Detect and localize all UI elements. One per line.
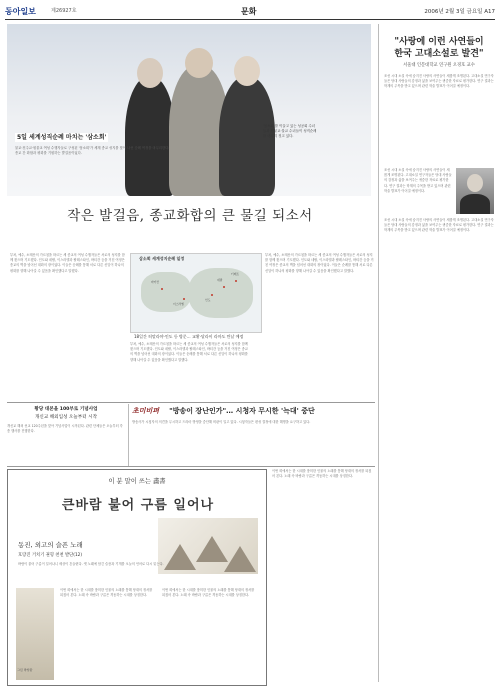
masthead — [5, 6, 495, 18]
right-title-line1: "사랑에 이런 사연들이 — [394, 37, 484, 47]
section-title: 문화 — [241, 7, 257, 16]
map-marker — [161, 288, 163, 290]
feature-body-col2: 이번 회에서는 한 시대를 풍미한 인물의 노래를 통해 당대의 정서를 되짚어 본다. 노래 속 바람과 구름은 격동하는 시대를 상징한다. — [162, 588, 255, 598]
masthead-rule — [5, 19, 495, 20]
section-rule — [7, 466, 375, 467]
right-column-subtitle: 서울대 인문대학교 연구원 오경호 교수 — [403, 63, 475, 68]
column-brand: 초미비펴 — [132, 406, 160, 415]
feature-tag: 이 분 말이 쓰는 畵書 — [108, 478, 166, 485]
mid-left-body: 개신교 해외 선교 120주년을 맞아 기념사업이 시작된다. 관련 단체들은 오늘부터 각종 행사를 진행한다. — [7, 424, 123, 434]
issue-number: 제26927호 — [51, 8, 77, 14]
person-figure-left — [125, 76, 175, 196]
feature-image-caption: 그림 박상환 — [17, 668, 33, 672]
top-story-photo — [7, 24, 371, 196]
feature-continued-col: 이번 회에서는 한 시대를 풍미한 인물의 노래를 통해 당대의 정서를 되짚어 본다. 노래 속 바람과 구름은 격동하는 시대를 상징한다. — [272, 469, 372, 479]
story-kicker: 5일 세계성직순례 마치는 '삼소회' — [17, 134, 107, 141]
newspaper-logo: 동아일보 — [5, 7, 36, 16]
mid-left-headline: 황당 대본을 100부로 기념사업 — [34, 407, 98, 412]
column-divider — [378, 24, 379, 682]
feature-calligraphy: 큰바람 불어 구름 일어나 — [61, 498, 215, 513]
story-body-col3: 부처, 예수, 소태산의 가르침을 따르는 세 종교의 여성 수행자들은 서로의 성지를 함께 찾으며 기도했다. 인도와 네팔, 이스라엘과 팔레스타인, 바티칸 등을 거친 여정은 종교의 벽을 넘어선 대화의 장이었다. 이들은 순례를 통해 서로 다른 신앙이 하나의 평화를 향해 나아갈 수 있음을 확인했다고 말했다. — [265, 253, 374, 273]
map-marker — [235, 280, 237, 282]
map-title: 삼소회 세계성지순례 일정 — [139, 256, 185, 261]
feature-illustration — [16, 588, 54, 680]
right-column-body3: 조선 시대 소설 속에 숨겨진 사랑의 사연들이 새롭게 조명된다. 고대소설 연구자들은 당대 사람들의 감정과 삶을 보여주는 귀중한 자료로 평가한다. 연구 결과는 학계의 주목을 받고 있으며 관련 학술 발표가 이어질 예정이다. — [384, 218, 494, 233]
map-marker — [183, 298, 185, 300]
pilgrimage-map — [130, 253, 262, 333]
map-caption: 18일간 히말라야·인도 등 방문… 교황·달라이 라마도 만날 예정 — [134, 334, 244, 339]
feature-series-line: 호랑진 거치기 권형 천천 발단(12) — [18, 553, 83, 558]
story-lead: 불교·천주교·원불교 여성 수행자들로 구성된 '삼소회'가 세계 종교 성지를 찾아 나선 순례 여정을 마무리한다. 종교 간 화합과 평화를 기원하는 발걸음이었다. — [15, 146, 170, 155]
map-landmass-west — [141, 272, 191, 312]
map-marker — [211, 294, 213, 296]
story-body-col1: 부처, 예수, 소태산의 가르침을 따르는 세 종교의 여성 수행자들은 서로의 성지를 함께 찾으며 기도했다. 인도와 네팔, 이스라엘과 팔레스타인, 바티칸 등을 거친 여정은 종교의 벽을 넘어선 대화의 장이었다. 이들은 순례를 통해 서로 다른 신앙이 하나의 평화를 향해 나아갈 수 있음을 확인했다고 말했다. — [10, 253, 125, 273]
feature-subtitle: 동진, 외고의 슬픈 노래 — [18, 541, 83, 549]
person-face-left — [137, 58, 163, 88]
story-body-col2: 부처, 예수, 소태산의 가르침을 따르는 세 종교의 여성 수행자들은 서로의 성지를 함께 찾으며 기도했다. 인도와 네팔, 이스라엘과 팔레스타인, 바티칸 등을 거친 여정은 종교의 벽을 넘어선 대화의 장이었다. 이들은 순례를 통해 서로 다른 신앙이 하나의 평화를 향해 나아갈 수 있음을 확인했다고 말했다. — [130, 342, 248, 362]
mid-divider — [128, 404, 129, 466]
mid-right-article — [132, 406, 376, 468]
mid-right-body: 방송사가 시청자의 의견을 무시하고 드라마 방영을 중단해 비판이 일고 있다. 시청자들은 편성 결정에 대한 해명을 요구하고 있다. — [132, 420, 311, 424]
right-column-body2: 조선 시대 소설 속에 숨겨진 사랑의 사연들이 새롭게 조명된다. 고대소설 연구자들은 당대 사람들의 감정과 삶을 보여주는 귀중한 자료로 평가한다. 연구 결과는 학계의 주목을 받고 있으며 관련 학술 발표가 이어질 예정이다. — [384, 168, 452, 193]
section-rule — [7, 402, 375, 403]
mid-left-article — [7, 406, 125, 464]
feature-box — [7, 469, 267, 686]
right-column-title — [384, 36, 494, 60]
map-landmass-east — [189, 268, 253, 318]
map-label: 바티칸 — [151, 280, 160, 284]
right-title-line2: 한국 고대소설로 발견" — [394, 49, 484, 59]
map-label: 이스라엘 — [173, 302, 184, 306]
map-label: 티베트 — [231, 272, 240, 276]
feature-intro: 바람이 불어 구름이 일어나니 세상이 흔들린다. 옛 노래에 담긴 슬픔과 기개를 오늘의 언어로 다시 읽는다. — [18, 562, 164, 566]
feature-body-col1: 이번 회에서는 한 시대를 풍미한 인물의 노래를 통해 당대의 정서를 되짚어 본다. 노래 속 바람과 구름은 격동하는 시대를 상징한다. — [60, 588, 153, 598]
mid-left-subhead: 개신교 해외입성 오늘부터 시작 — [34, 415, 98, 420]
map-label: 네팔 — [217, 278, 223, 282]
photo-caption: '삼소회'를 이끌고 있는 성공회 수녀들과 원불교·불교 수녀들이 성직순례를 마무리 짓고 있다. — [263, 124, 317, 139]
person-face-middle — [185, 48, 213, 78]
person-face-right — [234, 56, 260, 86]
mid-right-header — [132, 406, 376, 416]
top-story-headline: 작은 발걸음, 종교화합의 큰 물길 되소서 — [67, 208, 313, 224]
map-marker — [223, 286, 225, 288]
mid-right-headline: "방송이 장난인가"… 시청자 무시한 '늑대' 중단 — [169, 407, 315, 415]
map-label: 인도 — [205, 298, 211, 302]
author-portrait — [456, 168, 494, 214]
right-column-body1: 조선 시대 소설 속에 숨겨진 사랑의 사연들이 새롭게 조명된다. 고대소설 연구자들은 당대 사람들의 감정과 삶을 보여주는 귀중한 자료로 평가한다. 연구 결과는 학계의 주목을 받고 있으며 관련 학술 발표가 이어질 예정이다. — [384, 74, 494, 89]
issue-date: 2006년 2월 3일 금요일 A17 — [424, 9, 495, 15]
